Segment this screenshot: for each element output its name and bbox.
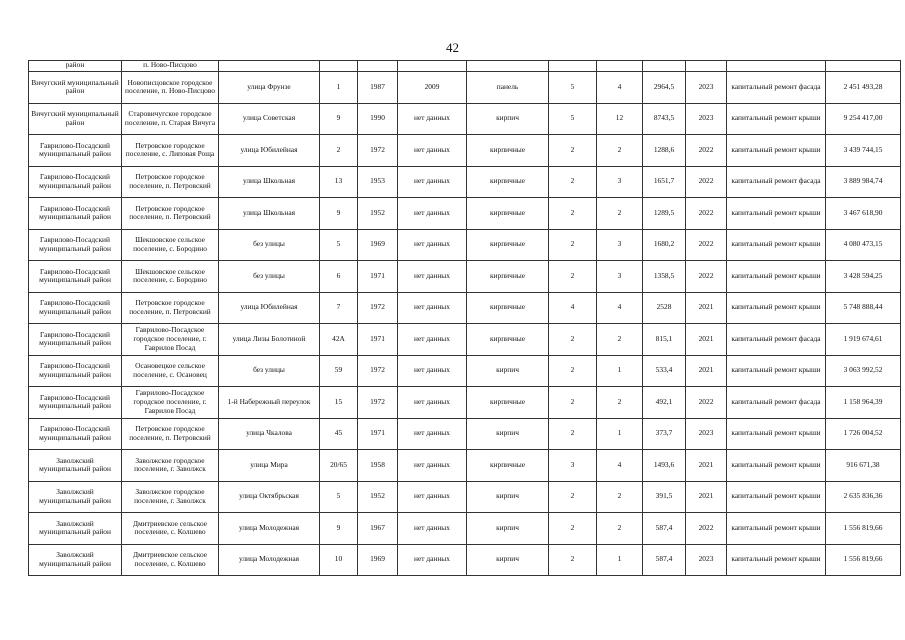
house-number-cell: 5	[320, 229, 358, 261]
wall-material-cell: кирпич	[467, 513, 549, 545]
cost-cell: 4 080 473,15	[826, 229, 901, 261]
plan-year-cell: 2022	[686, 261, 727, 293]
street-cell: без улицы	[219, 261, 320, 293]
plan-year-cell: 2021	[686, 481, 727, 513]
settlement-cell: Дмитриевское сельское поселение, с. Колшево	[122, 513, 219, 545]
floors-cell: 2	[549, 198, 597, 230]
house-number-cell: 2	[320, 135, 358, 167]
settlement-cell: Шекшовское сельское поселение, с. Бородино	[122, 229, 219, 261]
wall-material-cell: кирпич	[467, 355, 549, 387]
floors-cell: 2	[549, 261, 597, 293]
last-repair-year-cell: нет данных	[398, 198, 467, 230]
settlement-cell: Шекшовское сельское поселение, с. Бородино	[122, 261, 219, 293]
cost-cell: 2 451 493,28	[826, 72, 901, 104]
street-cell: улица Юбилейная	[219, 292, 320, 324]
work-type-cell: капитальный ремонт крыши	[727, 544, 826, 576]
plan-year-cell: 2023	[686, 103, 727, 135]
year-built-cell: 1952	[358, 481, 398, 513]
street-cell: улица Лизы Болотиной	[219, 324, 320, 356]
plan-year-cell: 2023	[686, 72, 727, 104]
last-repair-year-cell: нет данных	[398, 135, 467, 167]
district-cell: Заволжский муниципальный район	[29, 544, 122, 576]
wall-material-cell: кирпичные	[467, 166, 549, 198]
district-cell: район	[29, 61, 122, 72]
area-cell: 1288,6	[643, 135, 686, 167]
last-repair-year-cell: нет данных	[398, 103, 467, 135]
year-built-cell: 1953	[358, 166, 398, 198]
street-cell: улица Советская	[219, 103, 320, 135]
work-type-cell: капитальный ремонт крыши	[727, 418, 826, 450]
house-number-cell: 6	[320, 261, 358, 293]
work-type-cell: капитальный ремонт крыши	[727, 481, 826, 513]
plan-year-cell: 2023	[686, 418, 727, 450]
year-built-cell: 1972	[358, 355, 398, 387]
settlement-cell: Петровское городское поселение, с. Липовая Роща	[122, 135, 219, 167]
district-cell: Гаврилово-Посадский муниципальный район	[29, 324, 122, 356]
house-number-cell: 15	[320, 387, 358, 419]
settlement-cell: Новописцовское городское поселение, п. Ново-Писцово	[122, 72, 219, 104]
district-cell: Гаврилово-Посадский муниципальный район	[29, 355, 122, 387]
area-cell: 533,4	[643, 355, 686, 387]
page-number: 42	[446, 40, 459, 55]
work-type-cell: капитальный ремонт крыши	[727, 261, 826, 293]
settlement-cell: Заволжское городское поселение, г. Заволжск	[122, 481, 219, 513]
house-number-cell: 7	[320, 292, 358, 324]
area-cell: 492,1	[643, 387, 686, 419]
street-cell: улица Октябрьская	[219, 481, 320, 513]
cost-cell: 1 726 004,52	[826, 418, 901, 450]
floors-cell: 2	[549, 544, 597, 576]
last-repair-year-cell: нет данных	[398, 229, 467, 261]
work-type-cell: капитальный ремонт крыши	[727, 135, 826, 167]
entrances-cell: 1	[597, 418, 643, 450]
table-row	[29, 481, 901, 513]
year-built-cell: 1971	[358, 261, 398, 293]
floors-cell: 5	[549, 103, 597, 135]
cost-cell: 1 919 674,61	[826, 324, 901, 356]
street-cell: улица Фрунзе	[219, 72, 320, 104]
district-cell: Гаврилово-Посадский муниципальный район	[29, 261, 122, 293]
work-type-cell: капитальный ремонт крыши	[727, 229, 826, 261]
floors-cell: 2	[549, 324, 597, 356]
house-number-cell: 13	[320, 166, 358, 198]
district-cell: Гаврилово-Посадский муниципальный район	[29, 135, 122, 167]
last-repair-year-cell: нет данных	[398, 418, 467, 450]
street-cell: улица Юбилейная	[219, 135, 320, 167]
floors-cell: 2	[549, 513, 597, 545]
cost-cell: 5 748 888,44	[826, 292, 901, 324]
table-row	[29, 103, 901, 135]
entrances-cell: 1	[597, 544, 643, 576]
settlement-cell: Осановецкое сельское поселение, с. Осановец	[122, 355, 219, 387]
table-row	[29, 198, 901, 230]
last-repair-year-cell: нет данных	[398, 387, 467, 419]
area-cell: 1651,7	[643, 166, 686, 198]
plan-year-cell: 2022	[686, 387, 727, 419]
street-cell: улица Чкалова	[219, 418, 320, 450]
year-built-cell: 1972	[358, 292, 398, 324]
table-row	[29, 418, 901, 450]
house-number-cell: 42А	[320, 324, 358, 356]
cost-cell: 3 467 618,90	[826, 198, 901, 230]
wall-material-cell: кирпичные	[467, 324, 549, 356]
year-built-cell: 1987	[358, 72, 398, 104]
work-type-cell: капитальный ремонт крыши	[727, 513, 826, 545]
wall-material-cell: панель	[467, 72, 549, 104]
floors-cell: 3	[549, 450, 597, 482]
year-built-cell: 1971	[358, 418, 398, 450]
street-cell: улица Молодежная	[219, 544, 320, 576]
house-number-cell: 59	[320, 355, 358, 387]
area-cell: 587,4	[643, 513, 686, 545]
entrances-cell: 4	[597, 72, 643, 104]
street-cell: улица Мира	[219, 450, 320, 482]
settlement-cell: Гаврилово-Посадское городское поселение, г. Гаврилов Посад	[122, 324, 219, 356]
entrances-cell: 2	[597, 135, 643, 167]
plan-year-cell: 2022	[686, 513, 727, 545]
plan-year-cell: 2021	[686, 355, 727, 387]
work-type-cell: капитальный ремонт фасада	[727, 72, 826, 104]
area-cell: 2528	[643, 292, 686, 324]
table-row	[29, 229, 901, 261]
plan-year-cell: 2022	[686, 229, 727, 261]
district-cell: Заволжский муниципальный район	[29, 513, 122, 545]
work-type-cell: капитальный ремонт крыши	[727, 450, 826, 482]
wall-material-cell: кирпич	[467, 103, 549, 135]
entrances-cell: 4	[597, 292, 643, 324]
last-repair-year-cell: 2009	[398, 72, 467, 104]
table-row	[29, 72, 901, 104]
cost-cell: 3 428 594,25	[826, 261, 901, 293]
entrances-cell: 2	[597, 387, 643, 419]
settlement-cell: Петровское городское поселение, п. Петровский	[122, 198, 219, 230]
work-type-cell: капитальный ремонт крыши	[727, 103, 826, 135]
floors-cell: 2	[549, 135, 597, 167]
last-repair-year-cell: нет данных	[398, 544, 467, 576]
wall-material-cell: кирпич	[467, 418, 549, 450]
entrances-cell: 3	[597, 261, 643, 293]
plan-year-cell: 2021	[686, 292, 727, 324]
table-row	[29, 261, 901, 293]
table-row	[29, 450, 901, 482]
floors-cell: 5	[549, 72, 597, 104]
plan-year-cell: 2021	[686, 450, 727, 482]
district-cell: Гаврилово-Посадский муниципальный район	[29, 229, 122, 261]
last-repair-year-cell: нет данных	[398, 324, 467, 356]
area-cell: 587,4	[643, 544, 686, 576]
table-row	[29, 355, 901, 387]
plan-year-cell: 2022	[686, 198, 727, 230]
house-number-cell: 1	[320, 72, 358, 104]
work-type-cell: капитальный ремонт крыши	[727, 198, 826, 230]
entrances-cell: 3	[597, 229, 643, 261]
street-cell: улица Молодежная	[219, 513, 320, 545]
floors-cell: 2	[549, 355, 597, 387]
floors-cell: 2	[549, 418, 597, 450]
wall-material-cell: кирпичные	[467, 135, 549, 167]
house-number-cell: 9	[320, 103, 358, 135]
entrances-cell: 2	[597, 198, 643, 230]
district-cell: Вичугский муниципальный район	[29, 103, 122, 135]
area-cell: 1358,5	[643, 261, 686, 293]
wall-material-cell: кирпичные	[467, 387, 549, 419]
house-number-cell: 9	[320, 198, 358, 230]
plan-year-cell: 2021	[686, 324, 727, 356]
house-number-cell: 45	[320, 418, 358, 450]
entrances-cell: 1	[597, 355, 643, 387]
area-cell: 1289,5	[643, 198, 686, 230]
area-cell: 1680,2	[643, 229, 686, 261]
wall-material-cell: кирпичные	[467, 229, 549, 261]
wall-material-cell: кирпичные	[467, 450, 549, 482]
wall-material-cell: кирпич	[467, 481, 549, 513]
cost-cell: 3 889 984,74	[826, 166, 901, 198]
table-row	[29, 166, 901, 198]
table-row	[29, 544, 901, 576]
area-cell: 391,5	[643, 481, 686, 513]
work-type-cell: капитальный ремонт фасада	[727, 387, 826, 419]
area-cell: 2964,5	[643, 72, 686, 104]
work-type-cell: капитальный ремонт фасада	[727, 166, 826, 198]
last-repair-year-cell: нет данных	[398, 166, 467, 198]
table-row	[29, 135, 901, 167]
entrances-cell: 2	[597, 324, 643, 356]
street-cell: без улицы	[219, 229, 320, 261]
cost-cell: 3 439 744,15	[826, 135, 901, 167]
street-cell: улица Школьная	[219, 198, 320, 230]
work-type-cell: капитальный ремонт крыши	[727, 355, 826, 387]
district-cell: Гаврилово-Посадский муниципальный район	[29, 387, 122, 419]
work-type-cell: капитальный ремонт фасада	[727, 324, 826, 356]
house-number-cell: 20/65	[320, 450, 358, 482]
area-cell: 8743,5	[643, 103, 686, 135]
year-built-cell: 1971	[358, 324, 398, 356]
table-row	[29, 292, 901, 324]
house-number-cell: 10	[320, 544, 358, 576]
cost-cell: 1 158 964,39	[826, 387, 901, 419]
settlement-cell: Заволжское городское поселение, г. Заволжск	[122, 450, 219, 482]
plan-year-cell: 2022	[686, 135, 727, 167]
district-cell: Вичугский муниципальный район	[29, 72, 122, 104]
cost-cell: 3 063 992,52	[826, 355, 901, 387]
last-repair-year-cell: нет данных	[398, 355, 467, 387]
street-cell: без улицы	[219, 355, 320, 387]
floors-cell: 2	[549, 387, 597, 419]
table-row	[29, 324, 901, 356]
settlement-cell: Гаврилово-Посадское городское поселение, г. Гаврилов Посад	[122, 387, 219, 419]
year-built-cell: 1958	[358, 450, 398, 482]
last-repair-year-cell: нет данных	[398, 292, 467, 324]
settlement-cell: Старовичугское городское поселение, п. Старая Вичуга	[122, 103, 219, 135]
year-built-cell: 1972	[358, 135, 398, 167]
street-cell: 1-й Набережный переулок	[219, 387, 320, 419]
work-type-cell: капитальный ремонт крыши	[727, 292, 826, 324]
settlement-cell: Петровское городское поселение, п. Петровский	[122, 292, 219, 324]
floors-cell: 4	[549, 292, 597, 324]
floors-cell: 2	[549, 166, 597, 198]
plan-year-cell: 2023	[686, 544, 727, 576]
cost-cell: 1 556 819,66	[826, 544, 901, 576]
entrances-cell: 2	[597, 513, 643, 545]
floors-cell: 2	[549, 481, 597, 513]
street-cell: улица Школьная	[219, 166, 320, 198]
settlement-cell: Петровское городское поселение, п. Петровский	[122, 166, 219, 198]
area-cell: 373,7	[643, 418, 686, 450]
year-built-cell: 1967	[358, 513, 398, 545]
area-cell: 815,1	[643, 324, 686, 356]
year-built-cell: 1972	[358, 387, 398, 419]
plan-year-cell: 2022	[686, 166, 727, 198]
settlement-cell: п. Ново-Писцово	[122, 61, 219, 72]
year-built-cell: 1990	[358, 103, 398, 135]
district-cell: Гаврилово-Посадский муниципальный район	[29, 198, 122, 230]
year-built-cell: 1969	[358, 544, 398, 576]
table-row	[29, 387, 901, 419]
cost-cell: 9 254 417,00	[826, 103, 901, 135]
housing-repair-table	[28, 60, 901, 576]
cost-cell: 1 556 819,66	[826, 513, 901, 545]
wall-material-cell: кирпич	[467, 544, 549, 576]
cost-cell: 916 671,38	[826, 450, 901, 482]
district-cell: Гаврилово-Посадский муниципальный район	[29, 166, 122, 198]
house-number-cell: 5	[320, 481, 358, 513]
continuation-row	[29, 61, 901, 72]
district-cell: Гаврилово-Посадский муниципальный район	[29, 292, 122, 324]
settlement-cell: Петровское городское поселение, п. Петровский	[122, 418, 219, 450]
entrances-cell: 3	[597, 166, 643, 198]
area-cell: 1493,6	[643, 450, 686, 482]
table-row	[29, 513, 901, 545]
floors-cell: 2	[549, 229, 597, 261]
last-repair-year-cell: нет данных	[398, 481, 467, 513]
district-cell: Заволжский муниципальный район	[29, 450, 122, 482]
wall-material-cell: кирпичные	[467, 292, 549, 324]
last-repair-year-cell: нет данных	[398, 513, 467, 545]
year-built-cell: 1969	[358, 229, 398, 261]
entrances-cell: 4	[597, 450, 643, 482]
last-repair-year-cell: нет данных	[398, 450, 467, 482]
district-cell: Гаврилово-Посадский муниципальный район	[29, 418, 122, 450]
wall-material-cell: кирпичные	[467, 261, 549, 293]
cost-cell: 2 635 836,36	[826, 481, 901, 513]
entrances-cell: 2	[597, 481, 643, 513]
house-number-cell: 9	[320, 513, 358, 545]
settlement-cell: Дмитриевское сельское поселение, с. Колшево	[122, 544, 219, 576]
last-repair-year-cell: нет данных	[398, 261, 467, 293]
year-built-cell: 1952	[358, 198, 398, 230]
district-cell: Заволжский муниципальный район	[29, 481, 122, 513]
wall-material-cell: кирпичные	[467, 198, 549, 230]
entrances-cell: 12	[597, 103, 643, 135]
